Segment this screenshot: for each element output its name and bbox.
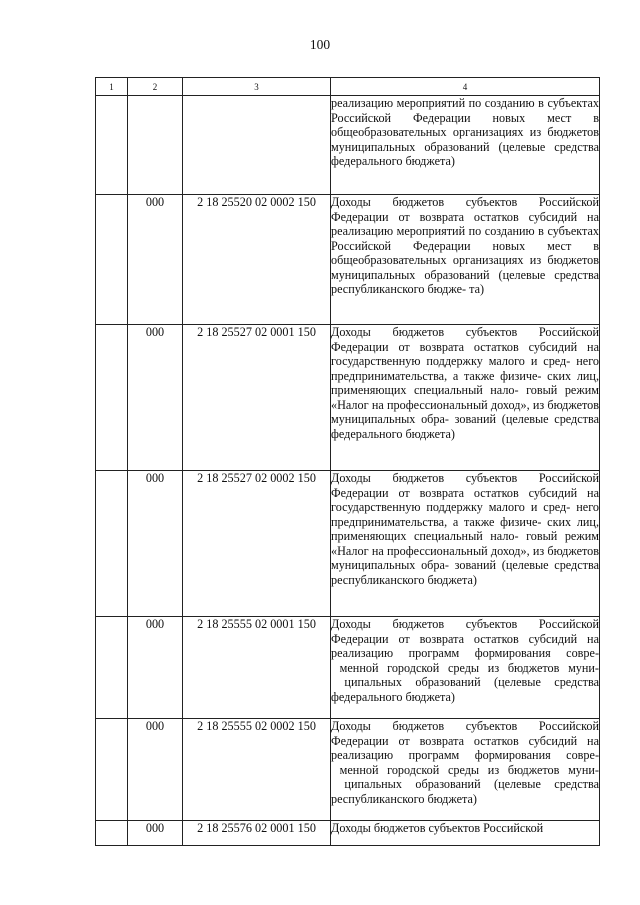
income-description-cell: Доходы бюджетов субъектов Российской Федерации от возврата остатков субсидий на реализацию мероприятий по созданию в субъектах Российской Федерации новых мест в общеобразовательных организациях из бюджетов муниципальных образований (целевые средства республиканского бюдже- та) [331, 195, 600, 325]
table-row [96, 471, 600, 617]
table-row [96, 195, 600, 325]
income-description-cell: Доходы бюджетов субъектов Российской Федерации от возврата остатков субсидий на государственную поддержку малого и сред- него предпринимательства, а также физиче- ских лиц, применяющих специальный нало- говый режим «Налог на профессиональный доход», из бюджетов муниципальных обра- зований (целевые средства республиканского бюджета) [331, 471, 600, 617]
admin-code-cell [128, 96, 183, 195]
group-cell [96, 96, 128, 195]
table-row [96, 96, 600, 195]
budget-classification-table [95, 77, 600, 846]
group-cell [96, 719, 128, 821]
budget-code-cell: 2 18 25520 02 0002 150 [183, 195, 331, 325]
group-cell [96, 821, 128, 846]
group-cell [96, 195, 128, 325]
table-row [96, 617, 600, 719]
income-description-cell: Доходы бюджетов субъектов Российской Федерации от возврата остатков субсидий на государственную поддержку малого и сред- него предпринимательства, а также физиче- ских лиц, применяющих специальный нало- говый режим «Налог на профессиональный доход», из бюджетов муниципальных обра- зований (целевые средства федерального бюджета) [331, 325, 600, 471]
admin-code-cell: 000 [128, 821, 183, 846]
admin-code-cell: 000 [128, 325, 183, 471]
admin-code-cell: 000 [128, 471, 183, 617]
admin-code-cell: 000 [128, 195, 183, 325]
column-number-2: 2 [128, 78, 183, 96]
table-header-row [96, 78, 600, 96]
table-row [96, 325, 600, 471]
budget-code-cell: 2 18 25527 02 0002 150 [183, 471, 331, 617]
budget-code-cell: 2 18 25555 02 0001 150 [183, 617, 331, 719]
income-description-cell: Доходы бюджетов субъектов Российской Федерации от возврата остатков субсидий на реализацию программ формирования совре- менной городской среды из бюджетов муни- ципальных образований (целевые средства республиканского бюджета) [331, 719, 600, 821]
admin-code-cell: 000 [128, 617, 183, 719]
column-number-3: 3 [183, 78, 331, 96]
income-description-cell: реализацию мероприятий по созданию в субъектах Российской Федерации новых мест в общеобразовательных организациях из бюджетов муниципальных образований (целевые средства федерального бюджета) [331, 96, 600, 195]
budget-code-cell [183, 96, 331, 195]
page-number: 100 [309, 37, 331, 52]
group-cell [96, 325, 128, 471]
group-cell [96, 471, 128, 617]
table-row [96, 719, 600, 821]
admin-code-cell: 000 [128, 719, 183, 821]
table-row [96, 821, 600, 846]
budget-code-cell: 2 18 25555 02 0002 150 [183, 719, 331, 821]
income-description-cell: Доходы бюджетов субъектов Российской [331, 821, 600, 846]
column-number-1: 1 [96, 78, 128, 96]
column-number-4: 4 [331, 78, 600, 96]
group-cell [96, 617, 128, 719]
budget-code-cell: 2 18 25576 02 0001 150 [183, 821, 331, 846]
budget-code-cell: 2 18 25527 02 0001 150 [183, 325, 331, 471]
income-description-cell: Доходы бюджетов субъектов Российской Федерации от возврата остатков субсидий на реализацию программ формирования совре- менной городской среды из бюджетов муни- ципальных образований (целевые средства федерального бюджета) [331, 617, 600, 719]
